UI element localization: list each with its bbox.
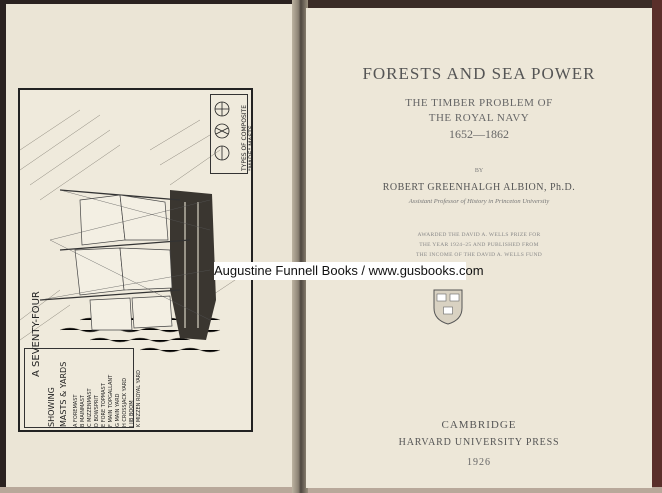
ship-sails — [75, 195, 172, 330]
frontispiece-plate — [18, 88, 253, 432]
harvard-seal-icon — [432, 288, 464, 326]
caption-showing: SHOWING — [47, 387, 56, 427]
publisher-name: HARVARD UNIVERSITY PRESS — [398, 437, 560, 448]
mast-types-label: TYPES OF COMPOSITE "MADE" MASTS — [241, 105, 255, 171]
book-title: FORESTS AND SEA POWER — [362, 64, 596, 83]
book-dates: 1652—1862 — [449, 127, 509, 141]
cover-edge-top — [300, 0, 662, 8]
award-notice: AWARDED THE DAVID A. WELLS PRIZE FOR THE YEAR 1924–25 AND PUBLISHED FROM THE INCOME OF THE DAVID A. WELLS FUND — [416, 232, 542, 258]
caption-heading: A SEVENTY-FOUR — [31, 291, 42, 377]
cover-edge-right — [652, 0, 662, 493]
by-label: BY — [474, 168, 484, 174]
author-name: ROBERT GREENHALGH ALBION, Ph.D. — [382, 182, 576, 193]
ship-hull — [170, 190, 216, 340]
mast-section-lines-2 — [216, 128, 228, 134]
publisher-city: CAMBRIDGE — [441, 419, 517, 431]
author-affiliation: Assistant Professor of History in Princeton University — [408, 198, 550, 205]
book-subtitle: THE TIMBER PROBLEM OF THE ROYAL NAVY — [405, 97, 553, 124]
caption-masts: MASTS & YARDS — [59, 361, 68, 427]
mast-types-inset — [210, 94, 255, 174]
seller-watermark: Augustine Funnell Books / www.gusbooks.com — [214, 263, 484, 278]
publication-year: 1926 — [467, 457, 491, 468]
plate-caption-box — [24, 291, 142, 428]
caption-legend: A FOREMAST B MAINMAST C MIZZENMAST D BOWSPRIT E FORE TOPMAST F MAIN TOPGALLANT G MAIN YARD H CROSSJACK YARD J JIB BOOM K MIZZEN ROYAL YARD — [73, 369, 142, 427]
